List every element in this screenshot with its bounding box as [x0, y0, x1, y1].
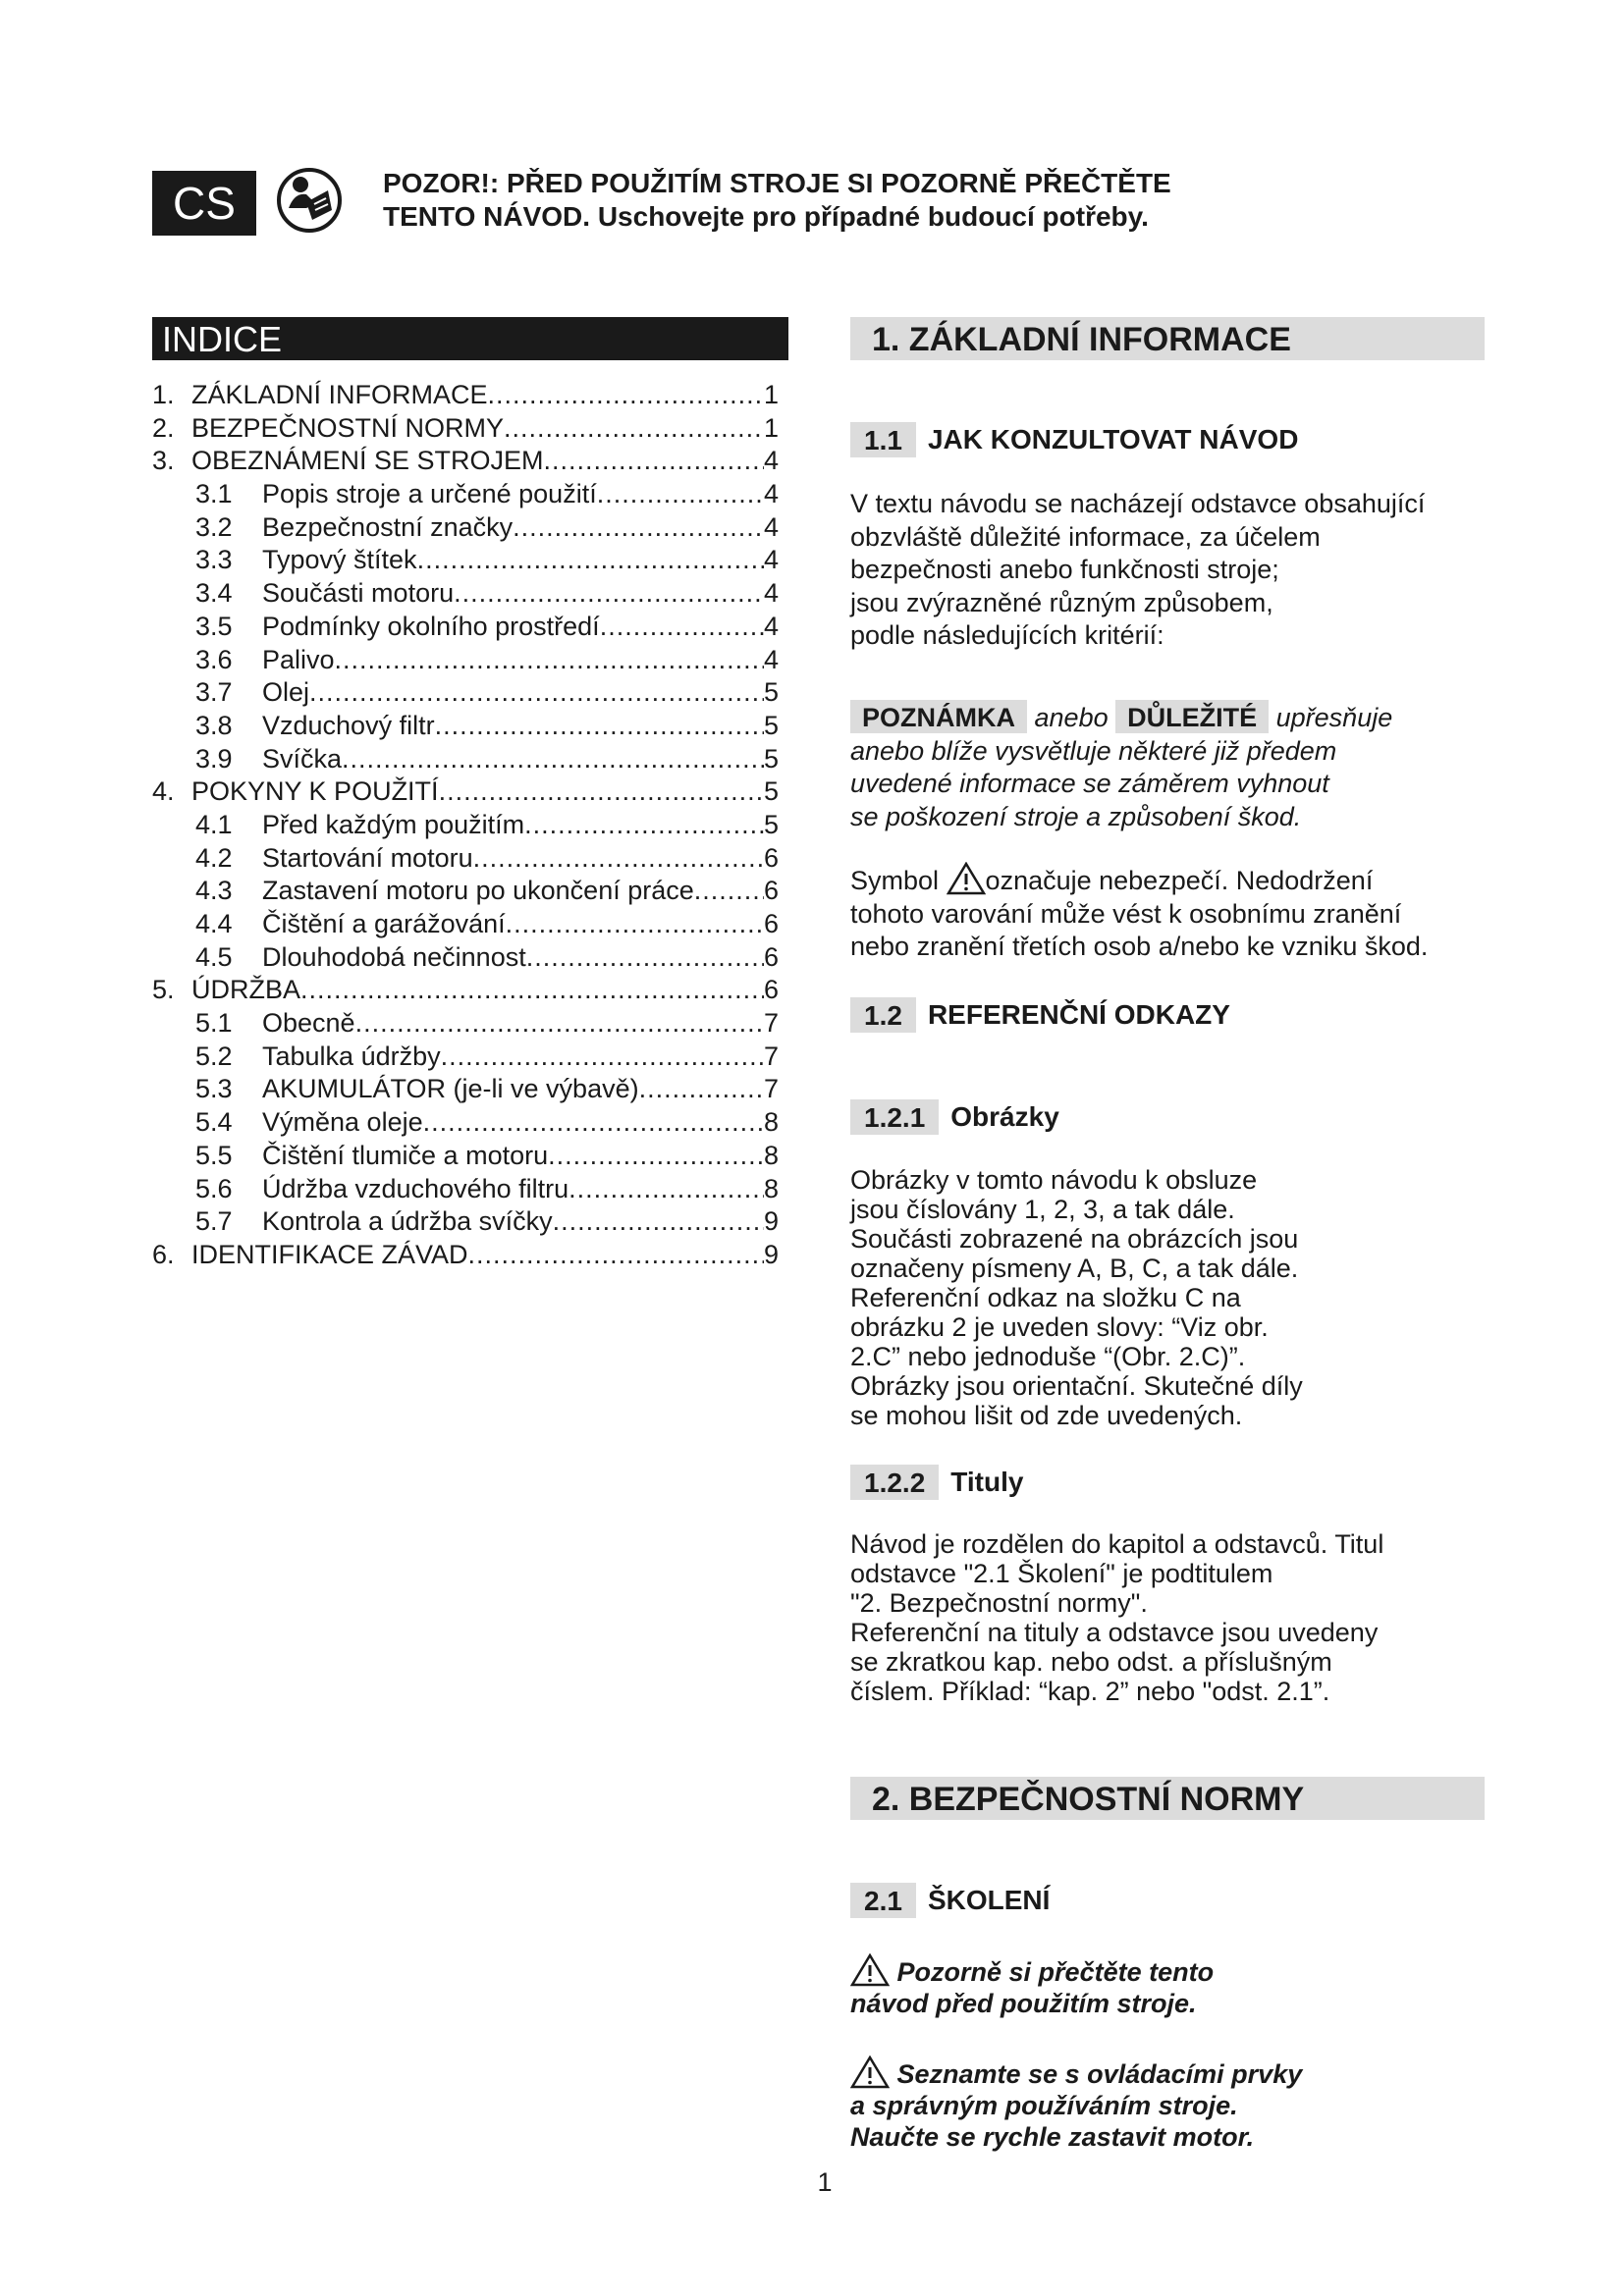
toc-entry-number: 3.5 — [195, 611, 233, 641]
toc-entry-page: 6 — [763, 941, 779, 972]
toc-leader-dots — [309, 676, 764, 710]
toc-leader-dots — [454, 577, 764, 611]
toc-entry-page: 4 — [763, 578, 779, 609]
toc-entry — [152, 908, 779, 941]
toc-leader-dots — [600, 611, 764, 644]
toc-entry-title: Startování motoru — [262, 842, 473, 873]
toc-entry-page: 7 — [763, 1074, 779, 1104]
toc-entry-title: Údržba vzduchového filtru — [262, 1173, 569, 1203]
text-line: jsou číslovány 1, 2, 3, a tak dále. — [850, 1195, 1235, 1224]
text-line: odstavce "2.1 Školení" je podtitulem — [850, 1559, 1273, 1588]
text-line: tohoto varování může vést k osobnímu zranění — [850, 898, 1402, 929]
subsection-1-2-heading — [850, 997, 1230, 1033]
toc-entry-page: 4 — [763, 545, 779, 575]
text-line: Obrázky jsou orientační. Skutečné díly — [850, 1371, 1303, 1401]
subsection-title: Tituly — [950, 1467, 1024, 1497]
toc-entry-number: 5.3 — [195, 1074, 233, 1104]
page-number: 1 — [817, 2167, 833, 2197]
toc-entry — [152, 1173, 779, 1206]
toc-entry-page: 8 — [763, 1107, 779, 1138]
toc-entry-page: 4 — [763, 644, 779, 674]
toc-entry-number: 4.1 — [195, 809, 233, 839]
text-fragment: Seznamte se s ovládacími prvky — [896, 2059, 1303, 2089]
text-line: Referenční odkaz na složku C na — [850, 1283, 1241, 1312]
text-line: obzvláště důležité informace, za účelem — [850, 521, 1321, 552]
text-line: "2. Bezpečnostní normy". — [850, 1588, 1148, 1618]
toc-entry-number: 5.4 — [195, 1107, 233, 1138]
toc-leader-dots — [300, 974, 764, 1007]
toc-entry-number: 5.7 — [195, 1206, 233, 1237]
toc-entry-page: 8 — [763, 1140, 779, 1170]
warning-learn-controls — [850, 2056, 1489, 2153]
subsection-title: JAK KONZULTOVAT NÁVOD — [927, 424, 1299, 454]
toc-entry-number: 5.6 — [195, 1173, 233, 1203]
subsection-1-1-text — [850, 488, 1489, 653]
subsection-number: 2.1 — [850, 1883, 916, 1918]
toc-entry-title: Popis stroje a určené použití — [262, 479, 597, 509]
toc-entry-number: 6. — [152, 1239, 175, 1269]
text-line: bezpečnosti anebo funkčnosti stroje; — [850, 555, 1279, 584]
toc-entry — [152, 577, 779, 611]
toc-entry — [152, 1007, 779, 1041]
text-line: Návod je rozdělen do kapitol a odstavců. Titul — [850, 1529, 1384, 1559]
toc-entry — [152, 842, 779, 876]
toc-entry-page: 5 — [763, 776, 779, 807]
toc-entry-page: 6 — [763, 876, 779, 906]
toc-leader-dots — [335, 644, 764, 677]
toc-entry-page: 5 — [763, 809, 779, 839]
toc-entry-title: Olej — [262, 677, 310, 708]
toc-entry-title: Před každým použitím — [262, 809, 525, 839]
toc-entry-number: 4.3 — [195, 876, 233, 906]
toc-entry — [152, 379, 779, 412]
toc-entry-page: 9 — [763, 1239, 779, 1269]
text-fragment: Pozorně si přečtěte tento — [896, 1957, 1215, 1987]
warning-line-1: POZOR!: PŘED POUŽITÍM STROJE SI POZORNĚ PŘEČTĚTE — [383, 168, 1171, 198]
toc-leader-dots — [439, 775, 764, 809]
toc-leader-dots — [342, 743, 764, 776]
toc-entry-page: 6 — [763, 909, 779, 938]
subsection-number: 1.1 — [850, 422, 916, 457]
subsection-number: 1.2 — [850, 997, 916, 1033]
subsection-1-2-2-text — [850, 1529, 1489, 1706]
toc-leader-dots — [417, 544, 764, 577]
subsection-number: 1.2.1 — [850, 1099, 939, 1135]
warning-triangle-icon — [850, 1953, 890, 1987]
text-line: se mohou lišit od zde uvedených. — [850, 1401, 1243, 1430]
toc-entry-number: 3.6 — [195, 644, 233, 674]
toc-entry-number: 3.1 — [195, 479, 233, 509]
table-of-contents — [152, 379, 779, 1272]
toc-entry-title: POKYNY K POUŽITÍ — [191, 776, 439, 807]
toc-entry-page: 7 — [763, 1041, 779, 1071]
read-manual-icon — [277, 165, 342, 236]
toc-entry-title: Svíčka — [262, 743, 343, 774]
toc-entry — [152, 544, 779, 577]
toc-leader-dots — [694, 875, 764, 908]
toc-entry-title: ÚDRŽBA — [191, 975, 301, 1005]
toc-entry-title: Čištění a garážování — [262, 909, 506, 938]
toc-entry — [152, 511, 779, 545]
toc-entry-number: 4.4 — [195, 909, 233, 938]
toc-entry — [152, 1041, 779, 1074]
text-fragment: Symbol — [850, 866, 940, 895]
toc-entry-number: 5.5 — [195, 1140, 233, 1170]
toc-entry-number: 3. — [152, 446, 175, 476]
warning-triangle-icon — [947, 862, 986, 895]
toc-entry-title: Obecně — [262, 1008, 355, 1039]
toc-entry-title: Podmínky okolního prostředí — [262, 611, 600, 641]
toc-entry-title: ZÁKLADNÍ INFORMACE — [191, 380, 488, 409]
toc-entry-title: Palivo — [262, 644, 335, 674]
toc-leader-dots — [524, 809, 764, 842]
subsection-1-2-1-heading — [850, 1099, 1059, 1135]
text-fragment: označuje nebezpečí. Nedodržení — [985, 866, 1374, 895]
text-line: a správným používáním stroje. — [850, 2091, 1238, 2120]
toc-entry — [152, 478, 779, 511]
toc-leader-dots — [568, 1173, 764, 1206]
toc-entry-title: Vzduchový filtr — [262, 710, 435, 740]
toc-entry-page: 4 — [763, 611, 779, 641]
toc-leader-dots — [423, 1106, 764, 1140]
toc-entry — [152, 809, 779, 842]
toc-entry-number: 4.5 — [195, 941, 233, 972]
subsection-number: 1.2.2 — [850, 1465, 939, 1500]
toc-entry-number: 2. — [152, 412, 175, 443]
toc-entry-title: Bezpečnostní značky — [262, 511, 514, 542]
toc-leader-dots — [468, 1239, 764, 1272]
toc-entry-number: 5. — [152, 975, 175, 1005]
warning-header — [383, 167, 1267, 234]
toc-entry — [152, 1140, 779, 1173]
toc-leader-dots — [473, 842, 764, 876]
toc-entry-title: Kontrola a údržba svíčky — [262, 1206, 553, 1237]
toc-entry — [152, 611, 779, 644]
toc-entry — [152, 875, 779, 908]
toc-leader-dots — [597, 478, 764, 511]
toc-entry-title: Dlouhodobá nečinnost — [262, 941, 526, 972]
toc-entry-title: IDENTIFIKACE ZÁVAD — [191, 1239, 468, 1269]
text-line: Součásti zobrazené na obrázcích jsou — [850, 1224, 1299, 1254]
toc-leader-dots — [435, 710, 764, 743]
toc-entry-title: Zastavení motoru po ukončení práce — [262, 876, 694, 906]
toc-leader-dots — [526, 941, 764, 975]
danger-symbol-paragraph — [850, 862, 1489, 964]
subsection-title: ŠKOLENÍ — [927, 1885, 1051, 1915]
toc-entry-title: Čištění tlumiče a motoru — [262, 1140, 549, 1170]
toc-entry — [152, 710, 779, 743]
text-line: označeny písmeny A, B, C, a tak dále. — [850, 1254, 1299, 1283]
toc-entry-number: 3.7 — [195, 677, 233, 708]
text-line: Obrázky v tomto návodu k obsluze — [850, 1165, 1258, 1195]
text-line: se poškození stroje a způsobení škod. — [850, 801, 1302, 831]
index-title: INDICE — [152, 317, 788, 360]
language-badge: CS — [152, 171, 256, 236]
toc-entry-title: Tabulka údržby — [262, 1041, 441, 1071]
subsection-title: REFERENČNÍ ODKAZY — [927, 999, 1230, 1030]
toc-entry-title: BEZPEČNOSTNÍ NORMY — [191, 412, 505, 443]
section-1-title: 1. ZÁKLADNÍ INFORMACE — [850, 317, 1485, 360]
toc-entry-page: 8 — [763, 1173, 779, 1203]
toc-entry-page: 1 — [763, 412, 779, 443]
toc-leader-dots — [513, 511, 764, 545]
toc-entry-number: 4. — [152, 776, 175, 807]
toc-leader-dots — [504, 412, 764, 446]
text-line: se zkratkou kap. nebo odst. a příslušným — [850, 1647, 1332, 1677]
toc-entry — [152, 412, 779, 446]
toc-entry — [152, 941, 779, 975]
toc-entry-number: 3.8 — [195, 710, 233, 740]
toc-entry — [152, 676, 779, 710]
text-line: anebo blíže vysvětluje některé již předem — [850, 735, 1337, 766]
toc-entry — [152, 1106, 779, 1140]
toc-entry-page: 5 — [763, 677, 779, 708]
subsection-1-2-2-heading — [850, 1465, 1023, 1500]
toc-entry-page: 4 — [763, 446, 779, 476]
subsection-1-1-heading — [850, 422, 1298, 457]
toc-entry-title: Výměna oleje — [262, 1107, 423, 1138]
toc-entry — [152, 644, 779, 677]
note-tag: POZNÁMKA — [850, 700, 1027, 733]
warning-line-2: TENTO NÁVOD. Uschovejte pro případné budoucí potřeby. — [383, 201, 1149, 232]
text-line: uvedené informace se záměrem vyhnout — [850, 769, 1329, 798]
toc-entry-page: 9 — [763, 1206, 779, 1237]
toc-leader-dots — [506, 908, 764, 941]
toc-leader-dots — [548, 1140, 764, 1173]
toc-entry-title: AKUMULÁTOR (je-li ve výbavě) — [262, 1074, 639, 1104]
toc-entry-title: Součásti motoru — [262, 578, 455, 609]
text-line: obrázku 2 je uveden slovy: “Viz obr. — [850, 1312, 1269, 1342]
toc-leader-dots — [639, 1073, 764, 1106]
toc-entry-page: 6 — [763, 842, 779, 873]
toc-entry-page: 7 — [763, 1008, 779, 1039]
warning-triangle-icon — [850, 2056, 890, 2089]
text-line: číslem. Příklad: “kap. 2” nebo "odst. 2.1”. — [850, 1677, 1330, 1706]
text-line: Naučte se rychle zastavit motor. — [850, 2122, 1255, 2152]
toc-leader-dots — [553, 1205, 764, 1239]
text-fragment: upřesňuje — [1275, 703, 1393, 732]
toc-entry-number: 5.1 — [195, 1008, 233, 1039]
toc-entry — [152, 1205, 779, 1239]
toc-entry-number: 5.2 — [195, 1041, 233, 1071]
toc-entry-number: 1. — [152, 380, 175, 409]
text-fragment: anebo — [1034, 703, 1109, 732]
toc-leader-dots — [488, 379, 764, 412]
toc-entry-page: 6 — [763, 975, 779, 1005]
subsection-title: Obrázky — [950, 1101, 1059, 1132]
warning-read-manual — [850, 1953, 1489, 2019]
toc-leader-dots — [441, 1041, 764, 1074]
toc-entry-number: 3.3 — [195, 545, 233, 575]
subsection-1-2-1-text — [850, 1165, 1489, 1430]
text-line: V textu návodu se nacházejí odstavce obsahující — [850, 489, 1426, 518]
section-2-title: 2. BEZPEČNOSTNÍ NORMY — [850, 1777, 1485, 1820]
text-line: podle následujících kritérií: — [850, 620, 1164, 650]
toc-entry-title: OBEZNÁMENÍ SE STROJEM — [191, 446, 544, 476]
toc-entry-page: 5 — [763, 743, 779, 774]
toc-entry — [152, 743, 779, 776]
toc-entry — [152, 1239, 779, 1272]
toc-entry-title: Typový štítek — [262, 545, 417, 575]
toc-entry — [152, 445, 779, 478]
important-tag: DŮLEŽITÉ — [1115, 700, 1269, 733]
toc-entry-page: 4 — [763, 479, 779, 509]
text-line: 2.C” nebo jednoduše “(Obr. 2.C)”. — [850, 1342, 1246, 1371]
toc-entry-number: 3.4 — [195, 578, 233, 609]
toc-leader-dots — [355, 1007, 764, 1041]
toc-entry — [152, 1073, 779, 1106]
toc-entry-page: 5 — [763, 710, 779, 740]
text-line: jsou zvýrazněné různým způsobem, — [850, 587, 1273, 617]
note-important-paragraph — [850, 700, 1489, 833]
toc-entry-page: 1 — [763, 380, 779, 409]
text-line: Referenční na tituly a odstavce jsou uvedeny — [850, 1618, 1379, 1647]
toc-entry — [152, 775, 779, 809]
toc-entry-number: 3.9 — [195, 743, 233, 774]
text-line: návod před použitím stroje. — [850, 1989, 1197, 2018]
toc-entry-page: 4 — [763, 511, 779, 542]
toc-entry — [152, 974, 779, 1007]
text-line: nebo zranění třetích osob a/nebo ke vzniku škod. — [850, 932, 1429, 961]
toc-leader-dots — [544, 445, 764, 478]
subsection-2-1-heading — [850, 1883, 1050, 1918]
toc-entry-number: 3.2 — [195, 511, 233, 542]
toc-entry-number: 4.2 — [195, 842, 233, 873]
